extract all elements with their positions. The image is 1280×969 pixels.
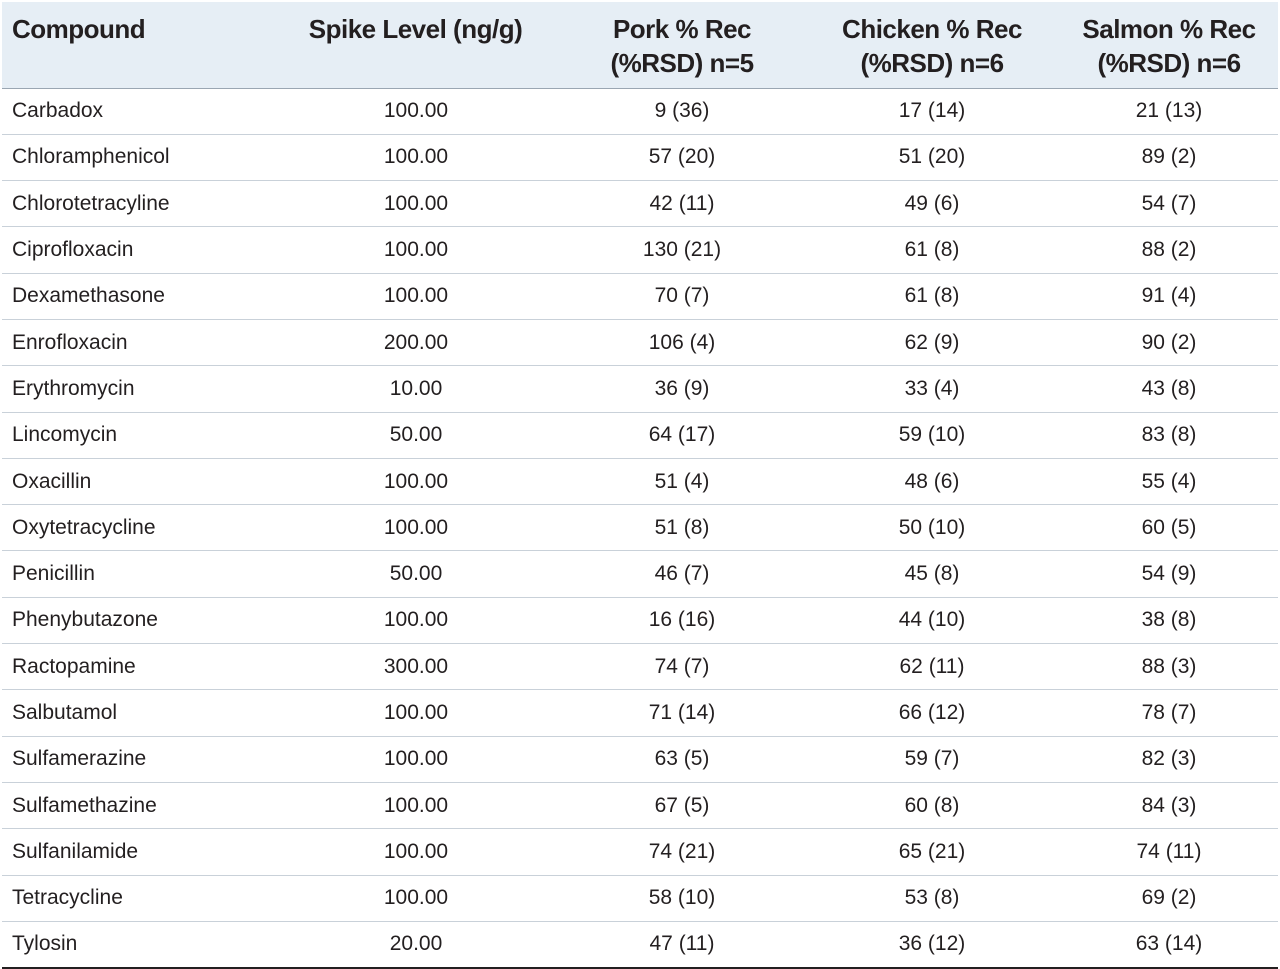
header-salmon [1060,2,1278,88]
cell-compound: Ractopamine [12,654,136,678]
cell-chicken-recovery: 61 (8) [904,284,960,308]
cell-compound: Sulfamethazine [12,793,157,817]
cell-spike-level: 200.00 [383,330,449,354]
header-chicken-line2: (%RSD) n=6 [860,48,1004,78]
table-row [2,644,1278,690]
cell-pork-recovery: 64 (17) [648,423,716,447]
table-row [2,181,1278,227]
cell-salmon-recovery: 63 (14) [1135,932,1203,956]
cell-salmon-recovery: 88 (3) [1141,654,1197,678]
cell-spike-level: 100.00 [383,145,449,169]
cell-pork-recovery: 57 (20) [648,145,716,169]
cell-spike-level: 100.00 [383,886,449,910]
cell-chicken-recovery: 48 (6) [904,469,960,493]
cell-compound: Ciprofloxacin [12,238,134,262]
cell-spike-level: 50.00 [389,562,443,586]
recovery-table [2,2,1278,969]
cell-pork-recovery: 36 (9) [654,376,710,400]
cell-chicken-recovery: 60 (8) [904,793,960,817]
cell-compound: Chlorotetracyline [12,191,170,215]
cell-salmon-recovery: 91 (4) [1141,284,1197,308]
table-row [2,458,1278,504]
table-row [2,736,1278,782]
cell-salmon-recovery: 78 (7) [1141,701,1197,724]
cell-compound: Oxytetracycline [12,515,156,539]
cell-salmon-recovery: 90 (2) [1141,330,1197,354]
cell-chicken-recovery: 59 (7) [904,747,960,771]
cell-salmon-recovery: 21 (13) [1135,99,1203,123]
cell-spike-level: 50.00 [389,423,443,447]
cell-salmon-recovery: 43 (8) [1141,376,1197,400]
table-row [2,597,1278,643]
cell-pork-recovery: 74 (7) [654,654,710,678]
table-row [2,134,1278,180]
header-salmon-line1: Salmon % Rec [1082,14,1256,44]
header-row [2,2,1278,88]
table-row [2,551,1278,597]
cell-chicken-recovery: 45 (8) [904,562,960,586]
cell-chicken-recovery: 17 (14) [898,99,966,123]
cell-compound: Dexamethasone [12,284,165,308]
table-row [2,829,1278,875]
cell-spike-level: 20.00 [389,932,443,956]
cell-chicken-recovery: 66 (12) [898,701,966,724]
cell-compound: Penicillin [12,562,95,586]
cell-salmon-recovery: 89 (2) [1141,145,1197,169]
cell-spike-level: 100.00 [383,701,449,724]
cell-spike-level: 100.00 [383,515,449,539]
cell-pork-recovery: 74 (21) [648,839,716,863]
table-row [2,505,1278,551]
cell-salmon-recovery: 74 (11) [1136,839,1202,863]
table-row [2,273,1278,319]
cell-compound: Enrofloxacin [12,330,128,354]
cell-chicken-recovery: 65 (21) [898,839,966,863]
cell-pork-recovery: 67 (5) [654,793,710,817]
cell-chicken-recovery: 59 (10) [898,423,966,447]
cell-pork-recovery: 51 (8) [654,515,710,539]
cell-spike-level: 10.00 [389,376,443,400]
header-salmon-line2: (%RSD) n=6 [1097,48,1241,78]
cell-pork-recovery: 70 (7) [654,284,710,308]
header-compound-label: Compound [12,14,146,44]
cell-spike-level: 100.00 [383,469,449,493]
cell-spike-level: 100.00 [383,238,449,262]
cell-pork-recovery: 16 (16) [648,608,716,632]
cell-compound: Phenybutazone [12,608,158,632]
cell-spike-level: 300.00 [383,654,449,678]
header-chicken-line1: Chicken % Rec [842,14,1022,44]
cell-compound: Tetracycline [12,886,123,910]
cell-spike-level: 100.00 [383,284,449,308]
table-body [2,88,1278,968]
cell-chicken-recovery: 62 (9) [904,330,960,354]
cell-chicken-recovery: 44 (10) [898,608,966,632]
cell-pork-recovery: 106 (4) [648,330,716,354]
cell-chicken-recovery: 50 (10) [898,515,966,539]
cell-spike-level: 100.00 [383,747,449,771]
cell-salmon-recovery: 88 (2) [1141,238,1197,262]
table-row [2,690,1278,736]
cell-chicken-recovery: 36 (12) [898,932,966,956]
table-row [2,319,1278,365]
cell-salmon-recovery: 55 (4) [1141,469,1197,493]
header-spike-label: Spike Level (ng/g) [308,14,523,44]
table-row [2,921,1278,967]
header-pork-line1: Pork % Rec [612,14,752,44]
cell-salmon-recovery: 38 (8) [1141,608,1197,632]
cell-pork-recovery: 51 (4) [654,469,710,493]
cell-compound: Lincomycin [12,423,118,447]
header-pork [560,2,804,88]
cell-spike-level: 100.00 [383,99,449,123]
cell-spike-level: 100.00 [383,793,449,817]
cell-pork-recovery: 9 (36) [654,99,710,123]
cell-chicken-recovery: 53 (8) [904,886,960,910]
table-row [2,88,1278,134]
cell-pork-recovery: 63 (5) [654,747,710,771]
cell-chicken-recovery: 49 (6) [904,191,960,215]
cell-compound: Carbadox [12,99,104,123]
cell-salmon-recovery: 54 (7) [1141,191,1197,215]
cell-compound: Sulfanilamide [12,839,139,863]
cell-chicken-recovery: 51 (20) [898,145,966,169]
cell-chicken-recovery: 62 (11) [899,654,965,678]
cell-spike-level: 100.00 [383,608,449,632]
cell-chicken-recovery: 33 (4) [904,376,960,400]
cell-salmon-recovery: 82 (3) [1141,747,1197,771]
cell-compound: Sulfamerazine [12,747,147,771]
table-row [2,227,1278,273]
cell-salmon-recovery: 60 (5) [1141,515,1197,539]
cell-compound: Erythromycin [12,376,135,400]
cell-salmon-recovery: 54 (9) [1141,562,1197,586]
cell-pork-recovery: 58 (10) [648,886,716,910]
cell-pork-recovery: 47 (11) [649,932,715,956]
cell-compound: Salbutamol [12,701,118,724]
table-row [2,366,1278,412]
cell-salmon-recovery: 84 (3) [1141,793,1197,817]
cell-compound: Oxacillin [12,469,92,493]
table-row [2,782,1278,828]
table-row [2,412,1278,458]
header-compound [2,2,232,88]
header-spike-level [232,2,560,88]
cell-spike-level: 100.00 [383,191,449,215]
table-row [2,875,1278,921]
cell-compound: Tylosin [12,932,78,956]
cell-salmon-recovery: 69 (2) [1141,886,1197,910]
cell-compound: Chloramphenicol [12,145,170,169]
cell-pork-recovery: 71 (14) [648,701,716,724]
header-chicken [804,2,1060,88]
cell-spike-level: 100.00 [383,839,449,863]
cell-pork-recovery: 42 (11) [649,191,715,215]
table-header [2,2,1278,88]
cell-chicken-recovery: 61 (8) [904,238,960,262]
cell-pork-recovery: 46 (7) [654,562,710,586]
cell-pork-recovery: 130 (21) [642,238,722,262]
header-pork-line2: (%RSD) n=5 [610,48,754,78]
cell-salmon-recovery: 83 (8) [1141,423,1197,447]
